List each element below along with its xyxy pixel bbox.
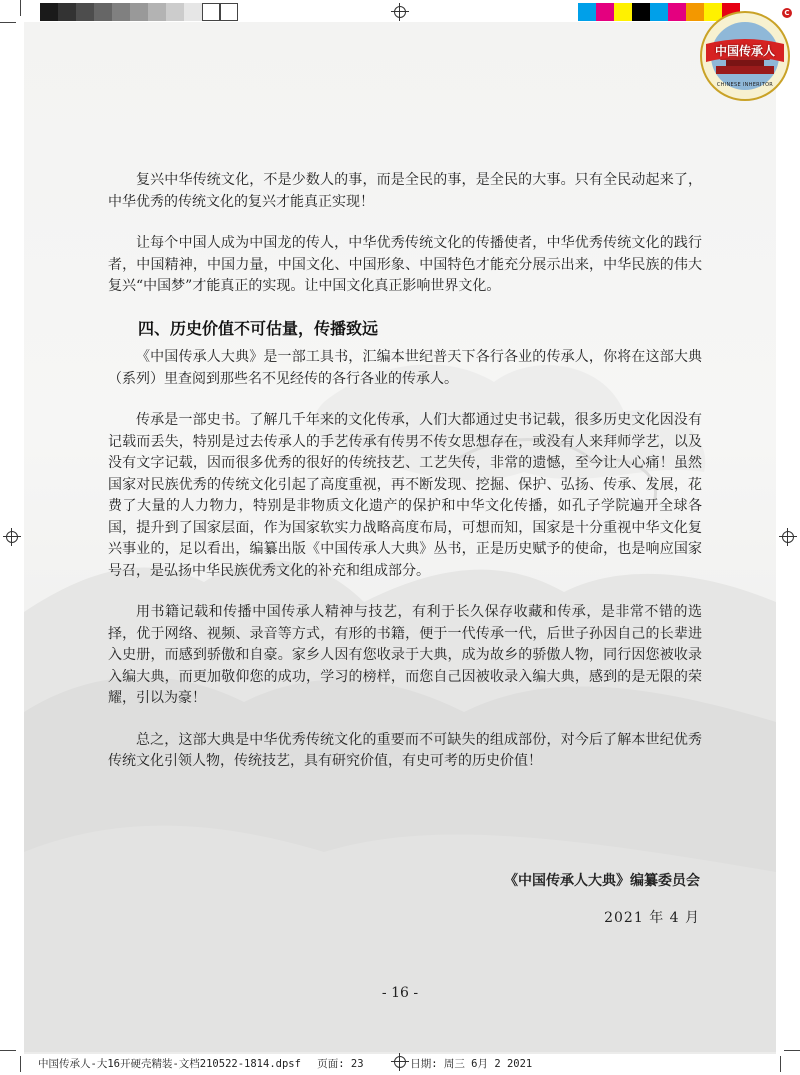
gray-calibration-strip [40, 3, 238, 21]
calibration-swatch [130, 3, 148, 21]
page-number: - 16 - [381, 985, 419, 1001]
calibration-swatch [94, 3, 112, 21]
paragraph: 复兴中华传统文化，不是少数人的事，而是全民的事，是全民的大事。只有全民动起来了，中华优秀的传统文化的复兴才能真正实现！ [108, 172, 702, 210]
crop-mark [784, 1050, 800, 1051]
logo-title: 中国传承人 [714, 44, 775, 58]
registration-mark-top [391, 3, 409, 21]
paragraph: 用书籍记载和传播中国传承人精神与技艺，有利于长久保存收藏和传承，是非常不错的选择，优于网络、视频、录音等方式，有形的书籍，便于一代传承一代，后世子孙因自己的长辈进入史册，而感到骄傲和自豪。家乡人因有您收录于大典，成为故乡的骄傲人物，同行因您被收录入编大典，而更加敬仰您的成功，学习的榜样，而您自己因被收录入编大典，感到的是无限的荣耀，引以为豪！ [108, 604, 702, 706]
crop-mark [0, 22, 16, 23]
article-body [108, 170, 702, 793]
calibration-swatch [220, 3, 238, 21]
calibration-swatch [58, 3, 76, 21]
publication-date: 2021 年 4 月 [604, 910, 700, 926]
paragraph: 传承是一部史书。了解几千年来的文化传承，人们大都通过史书记载，很多历史文化因没有记载而丢失，特别是过去传承人的手艺传承有传男不传女思想存在，或没有人来拜师学艺，以及没有文字记载，因而很多优秀的很好的传统技艺、工艺失传，非常的遗憾，至今让人心痛！虽然国家对民族优秀的传统文化引起了高度重视，再不断发现、挖掘、保护、弘扬、传承、发展，花费了大量的人力物力，特别是非物质文化遗产的保护和中华文化传播，如孔子学院遍开全球各国，提升到了国家层面，作为国家软实力战略高度布局，可想而知，国家是十分重视中华文化复兴事业的，足以看出，编纂出版《中国传承人大典》丛书，正是历史赋予的使命，也是响应国家号召，是弘扬中华民族优秀文化的补充和组成部分。 [108, 412, 702, 579]
paragraph: 《中国传承人大典》是一部工具书，汇编本世纪普天下各行各业的传承人，你将在这部大典（系列）里查阅到那些名不见经传的各行各业的传承人。 [108, 349, 702, 387]
slug-date: 日期: 周三 6月 2 2021 [410, 1058, 533, 1070]
logo-subtitle: CHINESE INHERITOR [716, 82, 774, 88]
calibration-swatch [76, 3, 94, 21]
registration-mark-right [779, 528, 797, 546]
calibration-swatch [166, 3, 184, 21]
crop-mark [20, 0, 21, 16]
calibration-swatch [184, 3, 202, 21]
calibration-swatch [40, 3, 58, 21]
calibration-swatch [596, 3, 614, 21]
calibration-swatch [148, 3, 166, 21]
calibration-swatch [202, 3, 220, 21]
paragraph: 让每个中国人成为中国龙的传人，中华优秀传统文化的传播使者，中华优秀传统文化的践行者，中国精神，中国力量，中国文化、中国形象、中国特色才能充分展示出来，中华民族的伟大复兴“中国梦”才能真正的实现。让中国文化真正影响世界文化。 [108, 235, 702, 294]
crop-mark [780, 1056, 781, 1072]
calibration-swatch [650, 3, 668, 21]
registration-mark-left [3, 528, 21, 546]
crop-mark [20, 1056, 21, 1072]
print-slug [38, 1056, 542, 1071]
paragraph: 总之，这部大典是中华优秀传统文化的重要而不可缺失的组成部份，对今后了解本世纪优秀传统文化引领人物，传统技艺，具有研究价值，有史可考的历史价值！ [108, 731, 702, 769]
slug-page: 页面: 23 [317, 1058, 364, 1070]
calibration-swatch [668, 3, 686, 21]
calibration-swatch [632, 3, 650, 21]
calibration-swatch [112, 3, 130, 21]
chinese-inheritor-logo [696, 4, 794, 104]
calibration-swatch [578, 3, 596, 21]
calibration-swatch [614, 3, 632, 21]
section-heading: 四、历史价值不可估量，传播致远 [138, 318, 379, 338]
crop-mark [0, 1050, 16, 1051]
editorial-signature: 《中国传承人大典》编纂委员会 [504, 873, 700, 889]
slug-filename: 中国传承人-大16开硬壳精装-文档210522-1814.dpsf [38, 1058, 301, 1070]
logo-copyright-mark: C [782, 8, 792, 18]
